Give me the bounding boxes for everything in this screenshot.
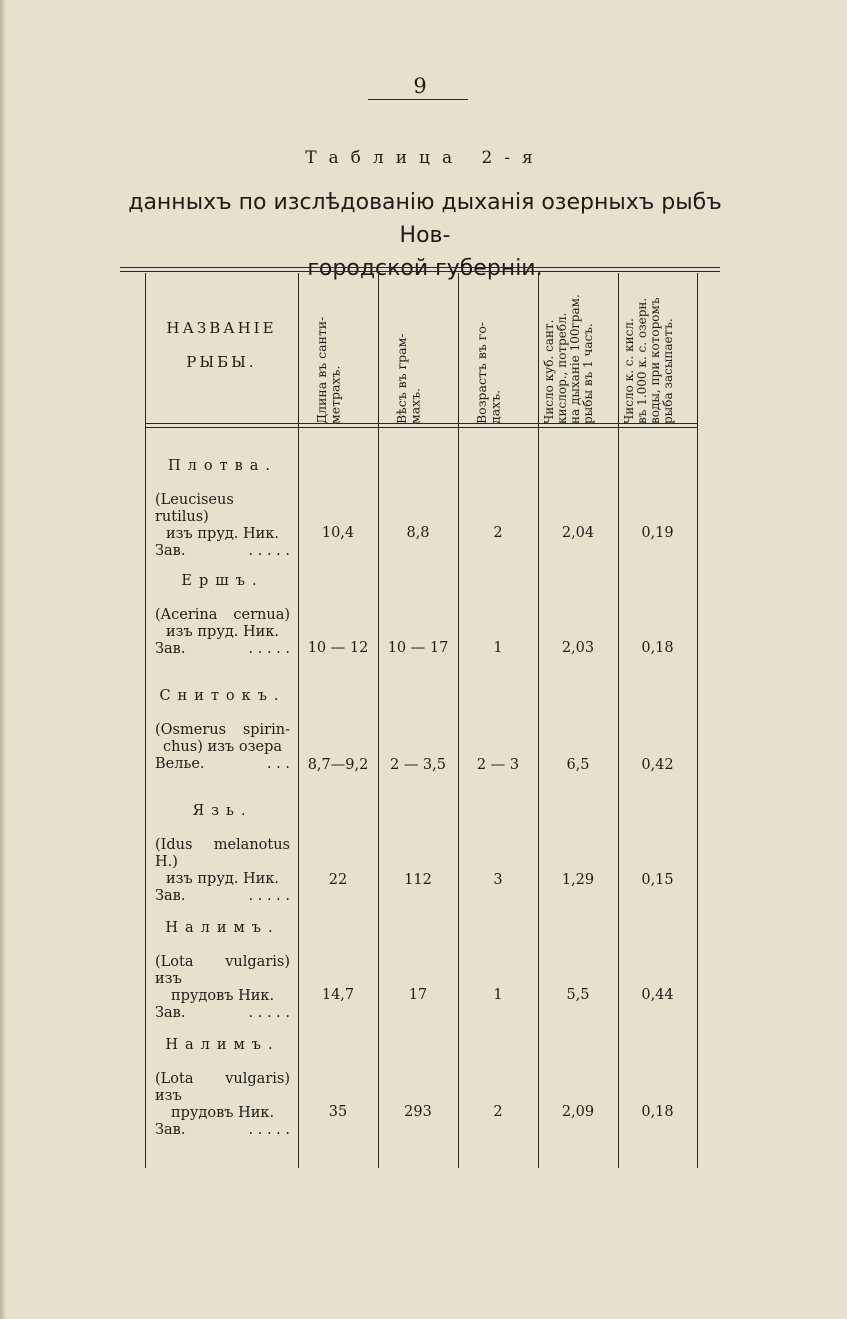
table-title: Таблица 2-я [305, 148, 545, 168]
cell-lethal: 0,19 [641, 525, 674, 541]
fish-name-cell [155, 1037, 290, 1139]
header-line: рыба засыпаетъ. [661, 318, 675, 424]
cell-oxygen: 2,04 [561, 525, 595, 541]
header-line: Возрастъ въ го- [474, 321, 489, 424]
cell-weight: 112 [404, 872, 432, 888]
column-divider [458, 273, 459, 1168]
fish-source-end: Зав. [155, 1122, 186, 1138]
fish-source-line [155, 1005, 290, 1022]
header-lethal [623, 279, 675, 424]
table-top-rule [120, 267, 720, 272]
leader-dots: . . . . . [248, 1122, 290, 1138]
leader-dots: . . . . . [248, 888, 290, 904]
table-border-left [145, 273, 146, 1168]
fish-latin-name: (Idus melanotus H.) [155, 837, 290, 870]
fish-latin-name: (Leuciseus rutilus) [155, 492, 234, 525]
header-name-line: НАЗВАНІЕ [166, 319, 277, 337]
fish-latin-name: (Osmerus spirin- [155, 722, 290, 738]
header-rule [145, 427, 697, 428]
header-name-line: РЫБЫ. [186, 353, 257, 371]
cell-lethal: 0,42 [641, 757, 674, 773]
header-fish-name [145, 311, 298, 379]
header-line: Число куб. сант. [542, 319, 556, 424]
cell-age: 2 [493, 1104, 503, 1120]
column-divider [618, 273, 619, 1168]
cell-oxygen: 2,09 [561, 1104, 595, 1120]
header-line: махъ. [407, 387, 423, 424]
header-line: метрахъ. [327, 365, 343, 424]
fish-name: Язь. [192, 803, 253, 819]
header-line: кислор., потребл. [555, 312, 569, 424]
fish-source: изъ пруд. Ник. [165, 526, 279, 542]
cell-weight: 293 [404, 1104, 432, 1120]
cell-length: 35 [328, 1104, 348, 1120]
cell-weight: 8,8 [406, 525, 430, 541]
fish-source-end: Зав. [155, 641, 186, 657]
header-line: въ 1.000 к. с. озерн. [635, 297, 649, 424]
column-divider [538, 273, 539, 1168]
subtitle-line: данныхъ по изслѣдованію дыханія озерныхъ рыбъ Нов- [128, 190, 722, 248]
header-oxygen [543, 279, 595, 424]
fish-latin-name: (Lota vulgaris) изъ [155, 954, 290, 987]
fish-source: прудовъ Ник. [170, 1105, 275, 1121]
cell-age: 3 [493, 872, 503, 888]
cell-age: 1 [493, 987, 503, 1003]
fish-source-end: Зав. [155, 543, 186, 559]
header-length [315, 279, 342, 424]
cell-length: 10,4 [321, 525, 355, 541]
column-divider [378, 273, 379, 1168]
cell-lethal: 0,18 [641, 640, 674, 656]
data-table [145, 273, 699, 1168]
cell-oxygen: 2,03 [561, 640, 595, 656]
cell-oxygen: 1,29 [561, 872, 595, 888]
fish-source: изъ пруд. Ник. [165, 871, 279, 887]
header-line: на дыханіе 100грам. [568, 294, 582, 424]
header-line: Число к. с. кисл. [622, 318, 636, 424]
fish-latin-name: (Lota vulgaris) изъ [155, 1071, 290, 1104]
cell-age: 1 [493, 640, 503, 656]
fish-source: изъ пруд. Ник. [165, 624, 279, 640]
fish-source: chus) изъ озера [162, 739, 283, 755]
fish-source-line [155, 543, 290, 560]
cell-age: 2 — 3 [476, 757, 520, 773]
fish-name: Плотва. [167, 458, 278, 474]
page-number: 9 [413, 74, 427, 98]
column-divider [298, 273, 299, 1168]
header-line: воды, при которомъ [648, 297, 662, 424]
leader-dots: . . . [266, 756, 290, 772]
cell-oxygen: 5,5 [566, 987, 590, 1003]
fish-source: прудовъ Ник. [170, 988, 275, 1004]
header-weight [395, 279, 422, 424]
cell-lethal: 0,15 [641, 872, 674, 888]
fish-name: Налимъ. [165, 920, 280, 936]
header-line: Вѣсъ въ грам- [394, 333, 409, 424]
leader-dots: . . . . . [248, 543, 290, 559]
fish-name: Ершъ. [181, 573, 264, 589]
header-age [475, 279, 502, 424]
fish-name-cell [155, 920, 290, 1022]
leader-dots: . . . . . [248, 641, 290, 657]
fish-name-cell [155, 573, 290, 658]
fish-source-line [155, 888, 290, 905]
cell-weight: 10 — 17 [387, 640, 449, 656]
header-line: Длина въ санти- [314, 316, 329, 424]
cell-oxygen: 6,5 [566, 757, 590, 773]
fish-source-end: Зав. [155, 1005, 186, 1021]
cell-length: 22 [328, 872, 348, 888]
fish-name-cell [155, 688, 290, 773]
cell-length: 10 — 12 [307, 640, 369, 656]
cell-weight: 17 [408, 987, 428, 1003]
cell-lethal: 0,44 [641, 987, 674, 1003]
cell-length: 8,7—9,2 [307, 757, 369, 773]
fish-name-cell [155, 803, 290, 905]
fish-latin-name: (Acerina cernua) [155, 607, 290, 623]
header-line: рыбы въ 1 часъ. [581, 323, 595, 424]
table-border-right [697, 273, 698, 1168]
page-edge [0, 0, 6, 1319]
fish-name-cell [155, 458, 290, 560]
cell-length: 14,7 [321, 987, 355, 1003]
subtitle-line: городской губерніи. [307, 256, 543, 281]
header-line: дахъ. [487, 389, 503, 424]
fish-source-line [155, 641, 290, 658]
fish-source-line [155, 1122, 290, 1139]
fish-source-line [155, 756, 290, 773]
cell-lethal: 0,18 [641, 1104, 674, 1120]
fish-name: Снитокъ. [159, 688, 286, 704]
cell-weight: 2 — 3,5 [389, 757, 446, 773]
leader-dots: . . . . . [248, 1005, 290, 1021]
fish-name: Налимъ. [165, 1037, 280, 1053]
cell-age: 2 [493, 525, 503, 541]
page-number-rule [368, 99, 468, 100]
fish-source-end: Зав. [155, 888, 186, 904]
fish-source-end: Велье. [155, 756, 205, 772]
